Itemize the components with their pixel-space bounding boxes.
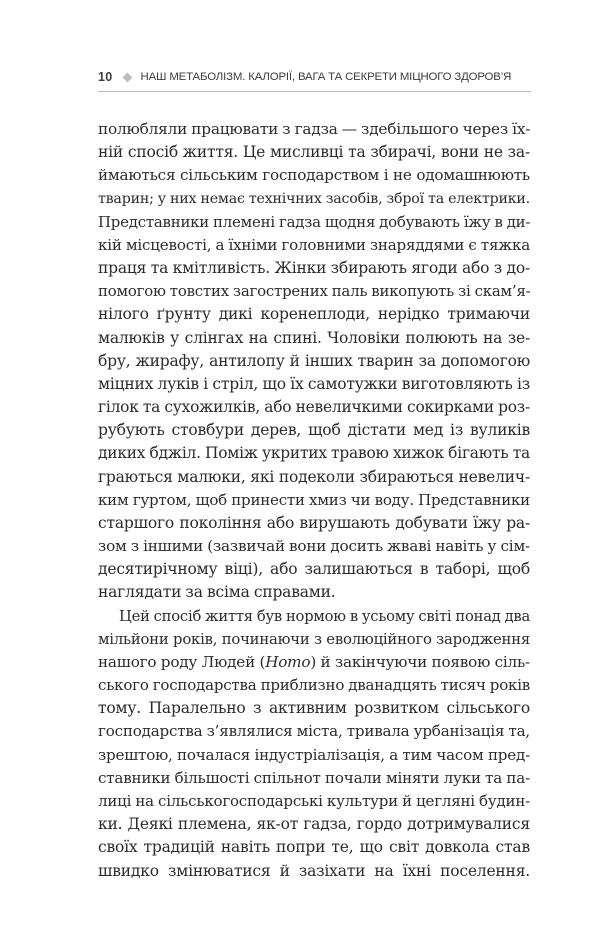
diamond-icon bbox=[122, 72, 132, 82]
body-text bbox=[98, 118, 530, 883]
text-line: диких бджіл. Поміж укритих травою хижок бігають та bbox=[98, 444, 530, 463]
text-line: міцних луків і стріл, що їх самотужки виготовляють із bbox=[98, 374, 530, 393]
header-divider bbox=[98, 91, 531, 92]
text-line: праця та кмітливість. Жінки збирають ягоди або з до- bbox=[98, 259, 530, 278]
text-line: ського господарства приблизно дванадцять тисяч років bbox=[98, 676, 531, 695]
text-line: зом з іншими (зазвичай вони досить жваві навіть у сім- bbox=[98, 537, 530, 556]
text-line: тварин; у них немає технічних засобів, зброї та електрики. bbox=[98, 190, 530, 207]
text-line: гілок та сухожилків, або невеличкими сокирками роз- bbox=[98, 398, 530, 417]
paragraph-2 bbox=[98, 605, 530, 883]
text-line: ставники більшості спільнот почали міняти луки та па- bbox=[98, 768, 530, 787]
text-segment: нашого роду Людей ( bbox=[98, 652, 266, 671]
text-line: полюбляли працювати з гадза — здебільшого через їх- bbox=[98, 120, 531, 138]
text-line: бру, жирафу, антилопу й інших тварин за допомогою bbox=[98, 351, 530, 370]
text-line: лиці на сільськогосподарські культури й цегляні будин- bbox=[98, 791, 530, 810]
page-number: 10 bbox=[98, 70, 113, 84]
text-line: Представники племені гадза щодня добувають їжу в ди- bbox=[98, 212, 531, 231]
text-segment: ) й закінчуючи появою сіль- bbox=[310, 652, 530, 671]
italic-term: Homo bbox=[265, 652, 311, 671]
text-line: десятирічному віці), або залишаються в таборі, щоб bbox=[98, 560, 530, 579]
text-line: ким гуртом, щоб принести хмиз чи воду. Представники bbox=[98, 490, 530, 509]
text-line: тому. Паралельно з активним розвитком сільського bbox=[98, 699, 530, 718]
text-line: мільйони років, починаючи з еволюційного зародження bbox=[98, 630, 530, 648]
text-line: своїх традицій навіть попри те, що світ довкола став bbox=[98, 838, 530, 857]
text-line: нілого ґрунту дикі коренеплоди, нерідко тримаючи bbox=[98, 305, 530, 324]
text-line: ній спосіб життя. Це мисливці та збирачі, вони не за- bbox=[98, 143, 530, 162]
paragraph-1 bbox=[98, 118, 530, 605]
text-line: ймаються сільським господарством і не одомашнюють bbox=[98, 166, 530, 185]
text-line: кій місцевості, а їхніми головними знаряддями є тяжка bbox=[98, 235, 530, 254]
running-header-title: НАШ МЕТАБОЛІЗМ. КАЛОРІЇ, ВАГА ТА СЕКРЕТИ МІЦНОГО ЗДОРОВ’Я bbox=[140, 71, 512, 83]
text-line: рубують стовбури дерев, щоб дістати мед із вуликів bbox=[98, 421, 530, 440]
text-line: ки. Деякі племена, як-от гадза, гордо дотримувалися bbox=[98, 815, 530, 834]
text-line: граються малюки, які подеколи збираються невелич- bbox=[98, 467, 530, 486]
text-line: наглядати за всіма справами. bbox=[98, 583, 336, 602]
text-line: зрештою, почалася індустріалізація, а тим часом пред- bbox=[98, 745, 530, 764]
text-line bbox=[98, 651, 530, 674]
running-header bbox=[98, 67, 530, 87]
text-line: малюків у слінгах на спині. Чоловіки полюють на зе- bbox=[98, 328, 530, 347]
text-line: господарства з’являлися міста, тривала урбанізація та, bbox=[98, 722, 530, 741]
text-line: помогою товстих загострених паль викопують зі скам’я- bbox=[98, 282, 531, 301]
text-line: старшого покоління або вирушають добувати їжу ра- bbox=[98, 513, 530, 532]
text-line: швидко змінюватися й зазіхати на їхні поселення. bbox=[98, 861, 530, 880]
text-line: Цей спосіб життя був нормою в усьому світі понад два bbox=[119, 607, 531, 625]
